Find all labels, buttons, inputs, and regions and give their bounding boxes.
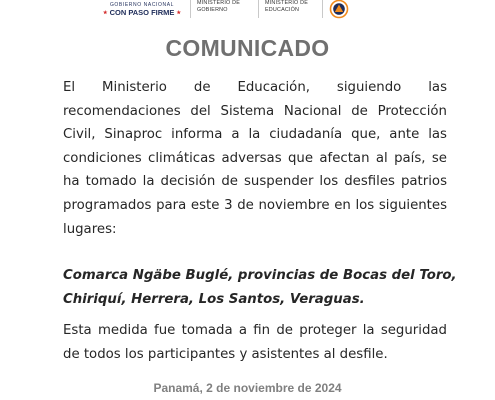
intro-paragraph (63, 76, 447, 241)
gobierno-nacional-label: GOBIERNO NACIONAL (109, 2, 175, 8)
header-divider (190, 0, 191, 18)
closing-paragraph (63, 319, 447, 366)
ministerio-educacion-line2: EDUCACIÓN (265, 6, 300, 13)
page-title: COMUNICADO (165, 35, 330, 61)
header-divider (322, 0, 323, 18)
paragraph-line: recomendaciones del Sistema Nacional de Protección (63, 103, 447, 119)
paragraph-line: Civil, Sinaproc informa a la ciudadanía que, ante las (63, 127, 447, 143)
paragraph-line: lugares: (63, 221, 117, 237)
paragraph-line: Esta medida fue tomada a fin de proteger la seguridad (63, 323, 447, 338)
sinaproc-emblem-icon (329, 0, 349, 19)
ministerio-gobierno-logo (197, 0, 240, 13)
con-paso-firme-text: CON PASO FIRME (109, 8, 175, 17)
header-logo-bar (0, 0, 495, 22)
ministerio-gobierno-line1: MINISTERIO DE (197, 0, 241, 6)
con-paso-firme-label (96, 8, 188, 18)
paragraph-line: de todos los participantes y asistentes al desfile. (63, 346, 388, 362)
paragraph-line: Comarca Ngäbe Buglé, provincias de Bocas del Toro, (63, 268, 457, 283)
paragraph-line: El Ministerio de Educación, siguiendo las (63, 80, 447, 95)
star-icon: ★ (176, 10, 182, 16)
ministerio-educacion-line1: MINISTERIO DE (265, 0, 309, 6)
paragraph-line: programados para este 3 de noviembre en los siguientes (63, 197, 447, 213)
ministerio-gobierno-line2: GOBIERNO (197, 6, 228, 13)
paragraph-line: Chiriquí, Herrera, Los Santos, Veraguas. (63, 291, 365, 307)
paragraph-line: ha tomado la decisión de suspender los desfiles patrios (63, 174, 447, 190)
document-date: Panamá, 2 de noviembre de 2024 (153, 381, 342, 395)
gobierno-nacional-logo (96, 0, 188, 20)
affected-locations-paragraph (63, 264, 457, 311)
header-divider (258, 0, 259, 18)
paragraph-line: condiciones climáticas adversas que afectan al país, se (63, 150, 447, 166)
ministerio-educacion-logo (265, 0, 308, 13)
star-icon: ★ (102, 10, 108, 16)
